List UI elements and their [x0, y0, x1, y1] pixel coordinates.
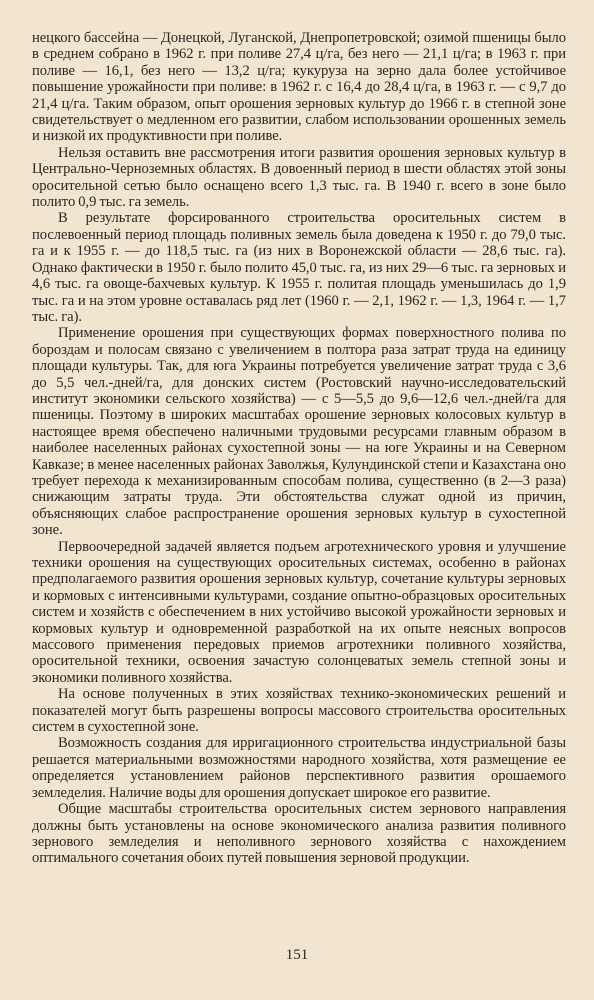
body-text — [32, 30, 566, 867]
paragraph: Возможность создания для ирригационного строительства индустриальной базы решается материальными возможностями народного хозяйства, хотя размещение ее определяется установлением районов перспективного развития орошаемого земледелия. Наличие воды для орошения допускает широкое его развитие. — [32, 735, 566, 801]
paragraph: Нельзя оставить вне рассмотрения итоги развития орошения зерновых культур в Центрально-Черноземных областях. В довоенный период в шести областях этой зоны оросительной сетью было оснащено всего 1,3 тыс. га. В 1940 г. всего в зоне было полито 0,9 тыс. га земель. — [32, 144, 566, 211]
paragraph: нецкого бассейна — Донецкой, Луганской, Днепропетровской; озимой пшеницы было в среднем собрано в 1962 г. при поливе 27,4 ц/га, без него — 21,1 ц/га; в 1963 г. при поливе — 16,1, без него — 13,2 ц/га; кукуруза на зерно дала более устойчивое повышение урожайности при поливе: в 1962 г. с 16,4 до 28,4 ц/га, в 1963 г. — с 9,7 до 21,4 ц/га. Таким образом, опыт орошения зерновых культур до 1966 г. в степной зоне свидетельствует о медленном его развитии, слабом использовании орошенных земель и низкой их продуктивности при поливе. — [32, 30, 566, 145]
paragraph: В результате форсированного строительства оросительных систем в послевоенный период площадь поливных земель была доведена к 1950 г. до 79,0 тыс. га и к 1955 г. — до 118,5 тыс. га (из них в Воронежской области — 28,6 тыс. га). Однако фактически в 1950 г. было полито 45,0 тыс. га, из них 29—6 тыс. га зерновых и 4,6 тыс. га овоще-бахчевых культур. К 1955 г. политая площадь уменьшилась до 1,9 тыс. га и на этом уровне оставалась ряд лет (1960 г. — 2,1, 1962 г. — 1,3, 1964 г. — 1,7 тыс. га). — [32, 210, 566, 325]
paragraph: На основе полученных в этих хозяйствах технико-экономических решений и показателей могут быть разрешены вопросы массового строительства оросительных систем в сухостепной зоне. — [32, 686, 566, 736]
paragraph: Применение орошения при существующих формах поверхностного полива по бороздам и полосам связано с увеличением в полтора раза затрат труда на единицу площади культуры. Так, для юга Украины потребуется увеличение затрат труда с 3,6 до 5,5 чел.-дней/га, для донских систем (Ростовский научно-исследовательский институт экономики сельского хозяйства) — с 5—5,5 до 9,6—12,6 чел.-дней/га для пшеницы. Поэтому в широких масштабах орошение зерновых колосовых культур в настоящее время обеспечено наличными трудовыми ресурсами главным образом в наиболее населенных районах сухостепной зоны — на юге Украины и на Северном Кавказе; в менее населенных районах Заволжья, Кулундинской степи и Казахстана оно требует перехода к механизированным способам полива, существенно (в 2—3 раза) снижающим затраты труда. Эти обстоятельства служат одной из причин, объясняющих слабое распространение орошения зерновых культур в сухостепной зоне. — [32, 325, 566, 539]
page-number: 151 — [285, 947, 309, 963]
paragraph: Первоочередной задачей является подъем агротехнического уровня и улучшение техники орошения на существующих оросительных системах, особенно в районах предполагаемого развития орошения зерновых культур, сочетание культуры зерновых и кормовых с интенсивными культурами, создание опытно-образцовых оросительных систем и хозяйств с обеспечением в них устойчиво высокой урожайности зерновых и кормовых культур и одновременной разработкой на их опыте неясных вопросов массового применения передовых приемов агротехники поливного хозяйства, оросительной техники, освоения зачастую солонцеватых земель степной зоны и экономики поливного хозяйства. — [32, 538, 566, 686]
paragraph: Общие масштабы строительства оросительных систем зернового направления должны быть установлены на основе экономического анализа развития поливного зернового земледелия и неполивного зернового хозяйства с нахождением оптимального сочетания обоих путей повышения зерновой продукции. — [32, 801, 566, 867]
